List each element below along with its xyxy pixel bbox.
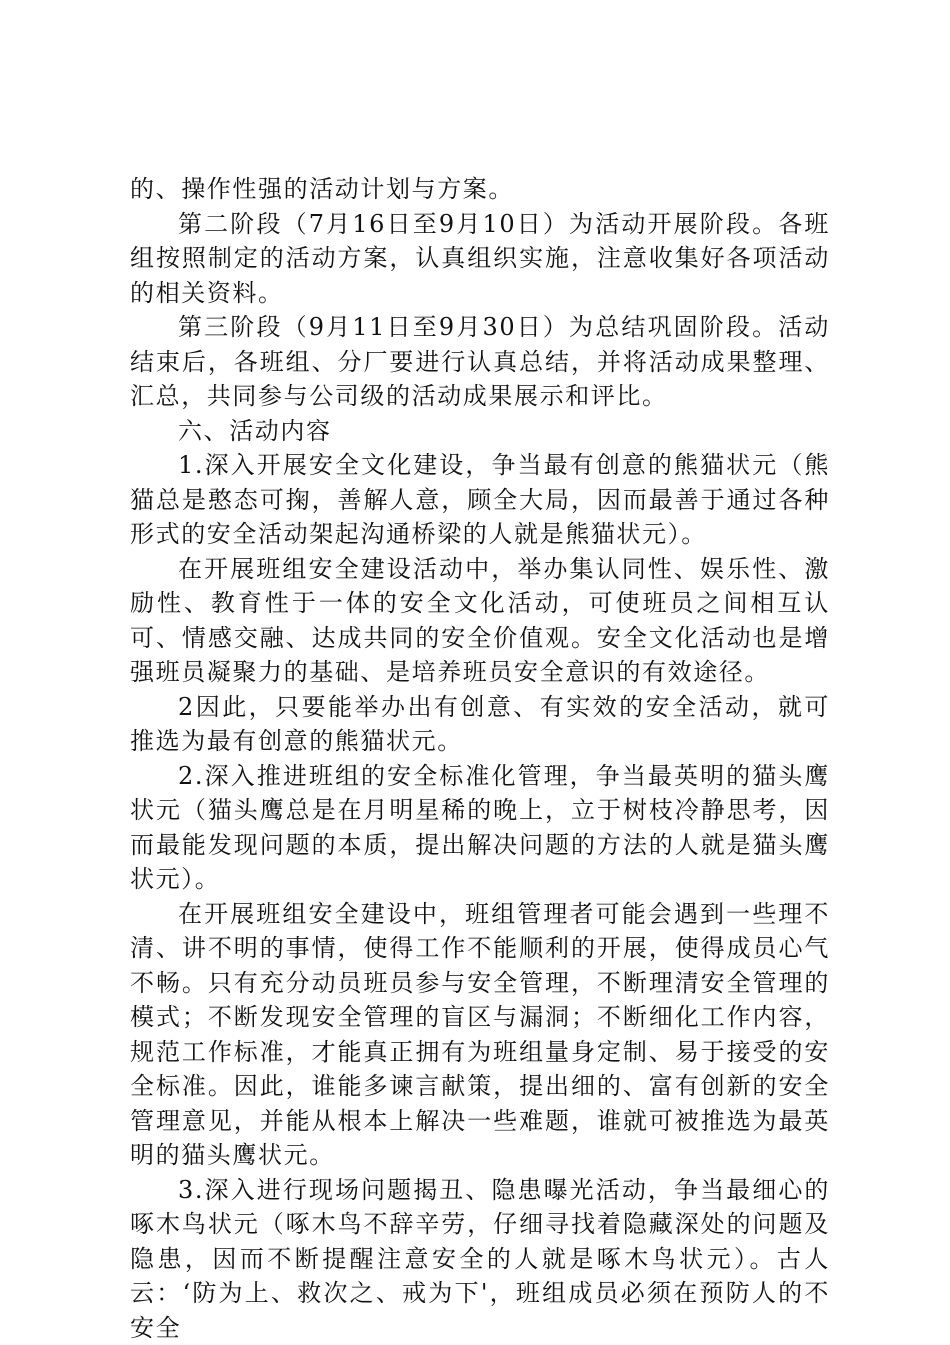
paragraph-item-1-panda: 1.深入开展安全文化建设，争当最有创意的熊猫状元（熊猫总是憨态可掬，善解人意，顾全大局，因而最善于通过各种形式的安全活动架起沟通桥梁的人就是熊猫状元）。 [130, 448, 830, 552]
section-heading-activity-content: 六、活动内容 [130, 414, 830, 449]
paragraph-item-3-woodpecker: 3.深入进行现场问题揭丑、隐患曝光活动，争当最细心的啄木鸟状元（啄木鸟不辞辛劳，仔细寻找着隐藏深处的问题及隐患，因而不断提醒注意安全的人就是啄木鸟状元）。古人云：‘防为上、救次之、戒为下'，班组成员必须在预防人的不安全 [130, 1173, 830, 1345]
paragraph-item-2-owl: 2.深入推进班组的安全标准化管理，争当最英明的猫头鹰状元（猫头鹰总是在月明星稀的晚上，立于树枝冷静思考，因而最能发现问题的本质，提出解决问题的方法的人就是猫头鹰状元）。 [130, 759, 830, 897]
paragraph-safety-culture: 在开展班组安全建设活动中，举办集认同性、娱乐性、激励性、教育性于一体的安全文化活动，可使班员之间相互认可、情感交融、达成共同的安全价值观。安全文化活动也是增强班员凝聚力的基础、是培养班员安全意识的有效途径。 [130, 552, 830, 690]
paragraph-panda-selection: 2因此，只要能举办出有创意、有实效的安全活动，就可推选为最有创意的熊猫状元。 [130, 690, 830, 759]
paragraph-standardized-management: 在开展班组安全建设中，班组管理者可能会遇到一些理不清、讲不明的事情，使得工作不能顺利的开展，使得成员心气不畅。只有充分动员班员参与安全管理，不断理清安全管理的模式；不断发现安全管理的盲区与漏洞；不断细化工作内容，规范工作标准，才能真正拥有为班组量身定制、易于接受的安全标准。因此，谁能多谏言献策，提出细的、富有创新的安全管理意见，并能从根本上解决一些难题，谁就可被推选为最英明的猫头鹰状元。 [130, 897, 830, 1173]
paragraph-phase-three: 第三阶段（9月11日至9月30日）为总结巩固阶段。活动结束后，各班组、分厂要进行认真总结，并将活动成果整理、汇总，共同参与公司级的活动成果展示和评比。 [130, 310, 830, 414]
paragraph-plan-ending: 的、操作性强的活动计划与方案。 [130, 172, 830, 207]
document-body [130, 172, 830, 1345]
paragraph-phase-two: 第二阶段（7月16日至9月10日）为活动开展阶段。各班组按照制定的活动方案，认真组织实施，注意收集好各项活动的相关资料。 [130, 207, 830, 311]
